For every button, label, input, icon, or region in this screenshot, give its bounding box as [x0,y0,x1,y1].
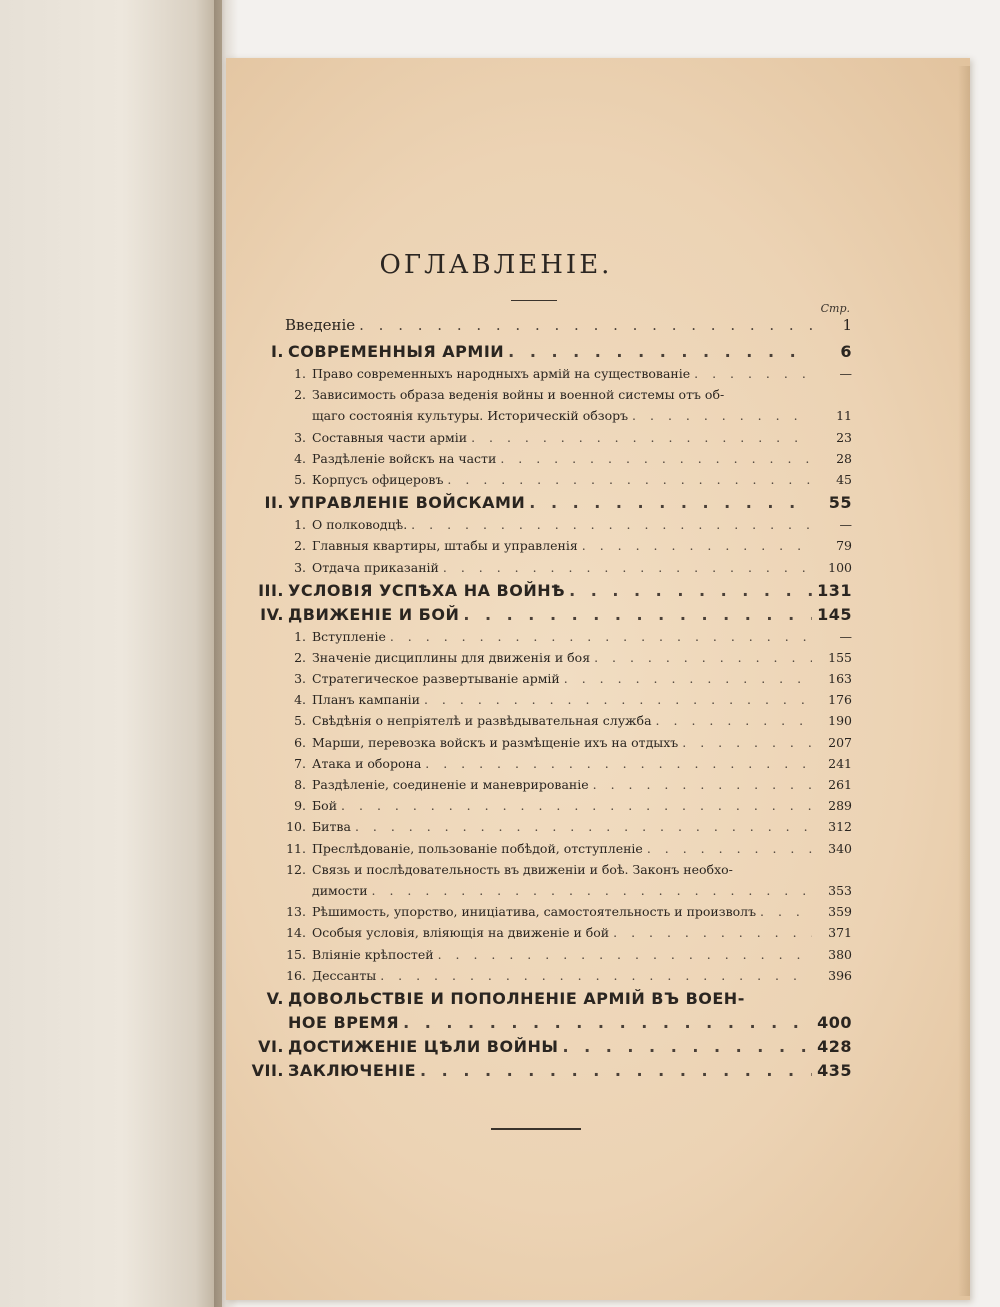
toc-entry[interactable] [240,493,852,517]
toc-entry-title: Вступленіе [312,628,386,644]
toc-entry-number: 2. [294,538,306,554]
toc-entry-title: ЗАКЛЮЧЕНІЕ [288,1060,417,1080]
toc-entry[interactable] [240,366,852,387]
toc-entry-title: Вліяніе крѣпостей [312,946,434,962]
toc-entry-number: 6. [294,734,306,750]
toc-entry-page: 100 [828,559,852,575]
toc-entry-page: 340 [828,840,852,856]
dot-leader [438,947,812,962]
toc-entry[interactable] [240,605,852,629]
dot-leader [411,517,812,532]
toc-entry[interactable] [240,883,852,904]
toc-entry-page: 163 [828,671,852,687]
toc-entry-title: Атака и оборона [312,755,422,771]
toc-entry-page: 23 [836,429,852,445]
toc-entry-number: 15. [286,946,306,962]
left-page [0,0,222,1307]
toc-entry-number: 9. [294,798,306,814]
toc-entry-page: 28 [836,450,852,466]
toc-entry-number: 11. [286,840,306,856]
dot-leader [647,841,812,856]
toc-entry-page: 176 [828,692,852,708]
dot-leader [582,538,812,553]
toc-entry[interactable] [240,1013,852,1037]
toc-entry-title: Особыя условія, вліяющія на движеніе и бой [312,925,610,941]
toc-entry-page: 1 [842,316,852,334]
dot-leader [656,713,812,728]
toc-entry-number: VI. [258,1036,284,1056]
toc-entry[interactable] [240,989,852,1013]
toc-entry[interactable] [240,408,852,429]
toc-entry-title: Стратегическое развертываніе армій [312,671,560,687]
toc-entry-number: 12. [286,861,306,877]
toc-entry-page: 371 [828,925,852,941]
table-of-contents [240,316,852,1085]
page-column-label: Стр. [820,302,850,315]
toc-entry-title: Раздѣленіе, соединеніе и маневрированіе [312,777,589,792]
dot-leader [341,798,812,813]
toc-entry-number: 7. [294,755,306,771]
toc-entry-number: 14. [286,925,306,941]
toc-entry-title: Главныя квартиры, штабы и управленія [312,538,578,554]
toc-entry-page: 312 [828,819,852,835]
dot-leader [682,735,812,750]
toc-entry-page: 11 [836,408,852,424]
dot-leader [562,1037,812,1056]
toc-entry-title: Зависимость образа веденія войны и военной системы отъ об- [312,387,725,403]
toc-entry-title: Раздѣленіе войскъ на части [312,450,497,466]
dot-leader [403,1013,812,1032]
toc-entry-title: Право современныхъ народныхъ армій на существованіе [312,366,691,381]
dot-leader [390,629,812,644]
toc-entry-page: 155 [828,649,852,665]
toc-entry[interactable] [240,713,852,734]
dot-leader [500,451,812,466]
toc-entry-page: 79 [836,538,852,554]
toc-entry[interactable] [240,947,852,968]
toc-entry-number: 1. [294,517,306,533]
dot-leader [463,605,812,624]
toc-entry-title: Битва [312,819,351,835]
toc-entry-page: 435 [817,1060,852,1080]
toc-entry[interactable] [240,819,852,840]
toc-entry-page: 289 [828,798,852,814]
toc-entry-title: УПРАВЛЕНІЕ ВОЙСКАМИ [288,493,526,513]
toc-entry-page: 190 [828,713,852,729]
toc-entry-page: 241 [828,755,852,771]
dot-leader [564,671,812,686]
toc-entry-page: 353 [828,882,852,898]
toc-entry[interactable] [240,581,852,605]
toc-entry-page: — [839,517,852,533]
toc-entry-number: 3. [294,429,306,445]
toc-entry[interactable] [240,692,852,713]
toc-entry-title: Значеніе дисциплины для движенія и боя [312,649,591,665]
toc-entry[interactable] [240,538,852,559]
dot-leader [594,650,812,665]
end-rule [491,1128,581,1130]
toc-entry[interactable] [240,671,852,692]
dot-leader [694,366,812,381]
toc-entry-title: Дессанты [312,967,377,983]
toc-entry-page: 131 [817,580,852,600]
toc-entry-number: II. [264,493,284,513]
toc-entry[interactable] [240,1061,852,1085]
toc-entry-title: Рѣшимость, упорство, иниціатива, самостоятельность и произволъ [312,904,757,920]
toc-entry-page: — [839,366,852,381]
dot-leader [425,756,812,771]
toc-entry-title: Свѣдѣнія о непріятелѣ и развѣдывательная служба [312,713,652,729]
toc-entry-page: 207 [828,734,852,750]
toc-entry[interactable] [240,430,852,451]
toc-entry-page: 55 [828,493,852,513]
toc-entry-title: димости [312,882,368,898]
dot-leader [443,560,812,575]
dot-leader [529,493,812,512]
toc-entry-page: 261 [828,777,852,792]
toc-entry-number: 3. [294,671,306,687]
page-title: ОГЛАВЛЕНІЕ. [379,250,613,280]
toc-entry-page: 359 [828,904,852,920]
dot-leader [447,472,812,487]
toc-entry[interactable] [240,777,852,798]
toc-entry[interactable] [240,904,852,925]
toc-entry-title: Бой [312,798,338,814]
toc-entry-number: 1. [294,628,306,644]
toc-entry-title: ДОВОЛЬСТВІЕ И ПОПОЛНЕНІЕ АРМІЙ ВЪ ВОЕН- [288,988,745,1008]
toc-entry[interactable] [240,798,852,819]
toc-entry-title: Преслѣдованіе, пользованіе побѣдой, отступленіе [312,840,643,856]
toc-entry-number: 16. [286,967,306,983]
toc-entry-page: 396 [828,967,852,983]
toc-entry[interactable] [240,451,852,472]
dot-leader [359,316,812,334]
dot-leader [355,819,812,834]
toc-entry-page: 380 [828,946,852,962]
toc-entry-title: Марши, перевозка войскъ и размѣщеніе ихъ на отдыхъ [312,734,679,750]
toc-entry-title: Введеніе [285,316,356,334]
dot-leader [569,581,812,600]
toc-entry-title: НОЕ ВРЕМЯ [288,1012,400,1032]
toc-entry-number: III. [258,580,284,600]
dot-leader [380,968,812,983]
toc-entry-number: I. [270,342,284,361]
toc-entry[interactable] [240,629,852,650]
toc-entry-number: 2. [294,649,306,665]
toc-entry-title: О полководцѣ. [312,517,408,533]
toc-entry[interactable] [240,756,852,777]
toc-entry-title: щаго состоянія культуры. Историческій обзоръ [312,408,629,424]
toc-entry-title: ДВИЖЕНІЕ И БОЙ [288,604,460,624]
toc-entry[interactable] [240,968,852,989]
toc-entry-number: 2. [294,387,306,403]
toc-entry-page: — [839,628,852,644]
toc-entry[interactable] [240,650,852,671]
dot-leader [632,408,812,423]
toc-entry-page: 6 [840,342,852,361]
toc-entry[interactable] [240,387,852,408]
toc-entry[interactable] [240,517,852,538]
toc-entry-title: ДОСТИЖЕНІЕ ЦѢЛИ ВОЙНЫ [288,1036,559,1056]
toc-entry-number: 8. [294,777,306,792]
dot-leader [372,883,812,898]
dot-leader [424,692,812,707]
dot-leader [760,904,812,919]
dot-leader [613,925,812,940]
toc-entry[interactable] [240,560,852,581]
toc-entry[interactable] [240,735,852,756]
toc-entry-number: VII. [251,1060,284,1080]
toc-entry-number: 5. [294,713,306,729]
toc-entry-number: 1. [294,366,306,381]
toc-entry-number: 4. [294,692,306,708]
toc-entry-number: 3. [294,559,306,575]
toc-entry-title: Корпусъ офицеровъ [312,471,444,487]
toc-entry-number: 13. [286,904,306,920]
toc-entry[interactable] [240,841,852,862]
toc-entry-number: IV. [260,604,284,624]
toc-entry-page: 45 [836,471,852,487]
toc-entry-title: УСЛОВІЯ УСПѢХА НА ВОЙНѢ [288,580,566,600]
dot-leader [593,777,812,792]
toc-entry[interactable] [240,862,852,883]
toc-entry[interactable] [240,1037,852,1061]
toc-entry[interactable] [240,925,852,946]
toc-entry-page: 400 [817,1012,852,1032]
toc-entry[interactable] [240,342,852,366]
dot-leader [508,342,812,361]
toc-entry-page: 145 [817,604,852,624]
toc-entry-page: 428 [817,1036,852,1056]
toc-entry-title: Отдача приказаній [312,559,439,575]
toc-entry-number: 10. [286,819,306,835]
toc-entry-title: Связь и послѣдовательность въ движеніи и боѣ. Законъ необхо- [312,861,733,877]
toc-entry-number: 4. [294,450,306,466]
dot-leader [471,430,812,445]
toc-entry-number: V. [266,988,284,1008]
toc-entry-title: СОВРЕМЕННЫЯ АРМІИ [288,342,505,361]
toc-entry-title: Планъ кампаніи [312,692,420,708]
dot-leader [420,1061,812,1080]
toc-entry[interactable] [240,316,852,342]
toc-entry[interactable] [240,472,852,493]
title-rule [511,300,557,301]
toc-entry-title: Составныя части арміи [312,429,468,445]
page-edge [958,66,970,1296]
toc-entry-number: 5. [294,471,306,487]
